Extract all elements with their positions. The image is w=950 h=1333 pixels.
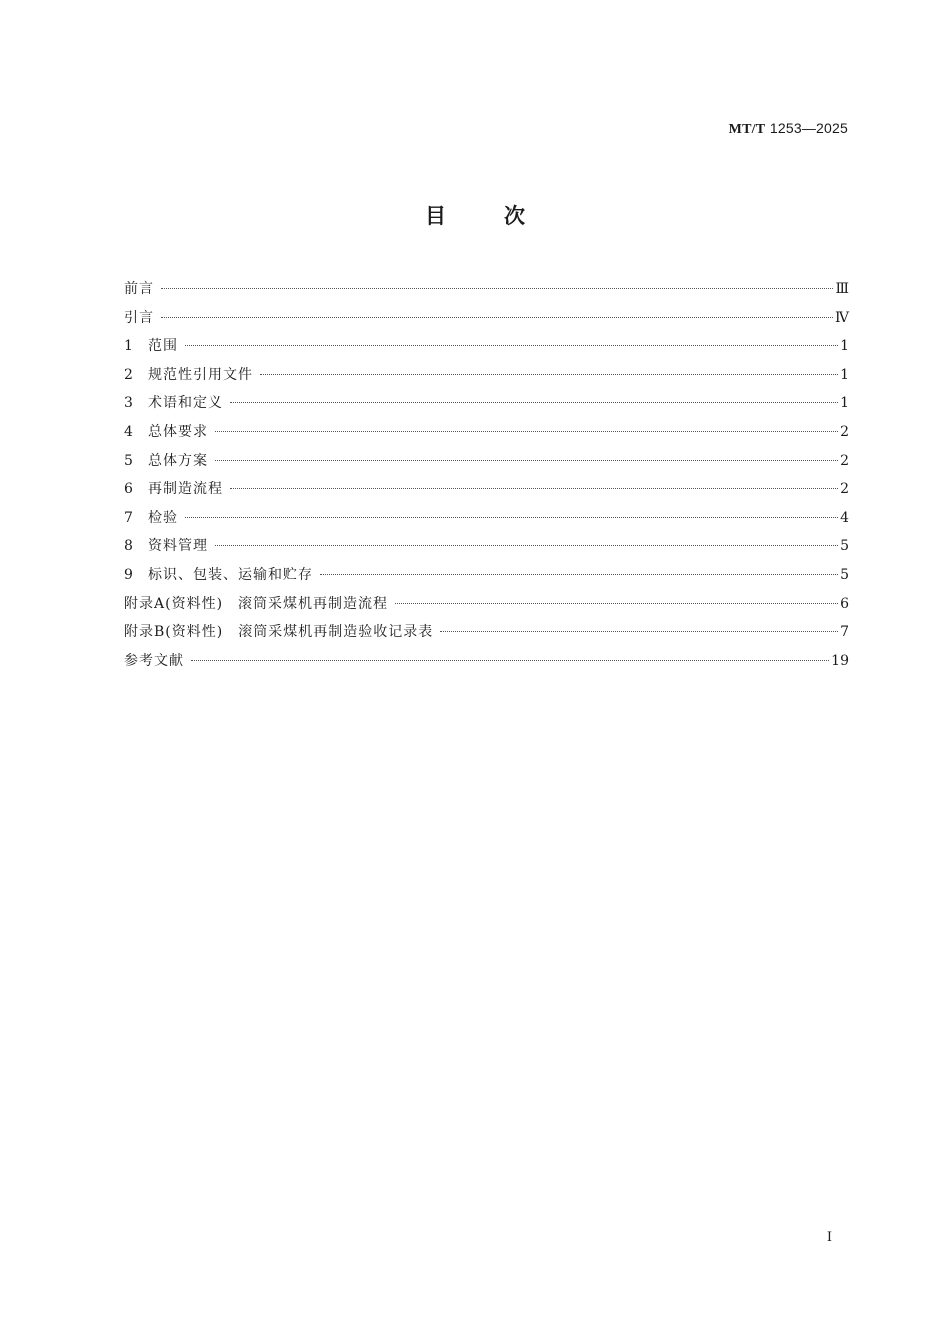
toc-entry-number: 4	[124, 423, 133, 440]
toc-entry-annex-b[interactable]	[124, 621, 849, 650]
dot-leader	[215, 545, 838, 546]
toc-entry-page: 1	[840, 366, 849, 383]
toc-entry-5[interactable]	[124, 450, 849, 479]
toc-entry-page: 2	[840, 452, 849, 469]
dot-leader	[191, 660, 829, 661]
toc-entry-7[interactable]	[124, 507, 849, 536]
toc-entry-label: 资料管理	[148, 538, 208, 555]
toc-entry-number: 5	[124, 452, 133, 469]
standard-prefix: MT/T	[728, 122, 766, 137]
toc-entry-number: 1	[124, 338, 133, 355]
dot-leader	[230, 488, 838, 489]
toc-entry-4[interactable]	[124, 421, 849, 450]
table-of-contents	[124, 278, 849, 678]
toc-entry-page: 5	[840, 538, 849, 555]
title-char-1: 目	[425, 204, 446, 228]
standard-code	[729, 120, 848, 138]
page-number: I	[826, 1230, 832, 1245]
dot-leader	[185, 517, 838, 518]
toc-entry-3[interactable]	[124, 392, 849, 421]
dot-leader	[260, 374, 838, 375]
dot-leader	[161, 288, 833, 289]
toc-entry-label: 参考文献	[124, 652, 184, 669]
toc-entry-number: 3	[124, 395, 133, 412]
toc-entry-page: Ⅳ	[835, 309, 849, 326]
dot-leader	[161, 317, 833, 318]
toc-entry-page: 19	[831, 652, 849, 669]
title-char-2: 次	[504, 204, 525, 228]
toc-entry-number: 2	[124, 366, 133, 383]
toc-entry-label: 附录A(资料性) 滚筒采煤机再制造流程	[124, 595, 389, 612]
toc-entry-page: 4	[840, 509, 849, 526]
dot-leader	[215, 431, 838, 432]
toc-entry-label: 总体要求	[148, 423, 208, 440]
toc-entry-page: 2	[840, 423, 849, 440]
toc-entry-1[interactable]	[124, 335, 849, 364]
toc-entry-introduction[interactable]	[124, 307, 849, 336]
toc-entry-label: 附录B(资料性) 滚筒采煤机再制造验收记录表	[124, 624, 434, 641]
dot-leader	[185, 345, 838, 346]
dot-leader	[230, 402, 838, 403]
toc-entry-page: 5	[840, 566, 849, 583]
toc-entry-2[interactable]	[124, 364, 849, 393]
toc-entry-page: 6	[840, 595, 849, 612]
toc-entry-page: 1	[840, 395, 849, 412]
toc-entry-label: 标识、包装、运输和贮存	[148, 566, 313, 583]
toc-entry-foreword[interactable]	[124, 278, 849, 307]
toc-entry-bibliography[interactable]	[124, 650, 849, 679]
page-title	[0, 200, 950, 230]
toc-entry-number: 6	[124, 481, 133, 498]
dot-leader	[440, 631, 838, 632]
toc-entry-label: 再制造流程	[148, 481, 223, 498]
toc-entry-number: 7	[124, 509, 133, 526]
toc-entry-label: 总体方案	[148, 452, 208, 469]
toc-entry-label: 规范性引用文件	[148, 366, 253, 383]
dot-leader	[395, 603, 838, 604]
toc-entry-8[interactable]	[124, 535, 849, 564]
toc-entry-label: 术语和定义	[148, 395, 223, 412]
toc-entry-6[interactable]	[124, 478, 849, 507]
toc-entry-label: 检验	[148, 509, 178, 526]
dot-leader	[215, 460, 838, 461]
toc-entry-page: 1	[840, 338, 849, 355]
dot-leader	[320, 574, 838, 575]
toc-entry-label: 引言	[124, 309, 154, 326]
toc-entry-annex-a[interactable]	[124, 593, 849, 622]
toc-entry-9[interactable]	[124, 564, 849, 593]
toc-entry-page: 7	[840, 624, 849, 641]
toc-entry-label: 范围	[148, 338, 178, 355]
toc-entry-page: 2	[840, 481, 849, 498]
toc-entry-number: 8	[124, 538, 133, 555]
toc-entry-page: Ⅲ	[835, 281, 849, 297]
toc-entry-number: 9	[124, 566, 133, 583]
standard-number: 1253—2025	[769, 120, 848, 136]
toc-entry-label: 前言	[124, 281, 154, 297]
